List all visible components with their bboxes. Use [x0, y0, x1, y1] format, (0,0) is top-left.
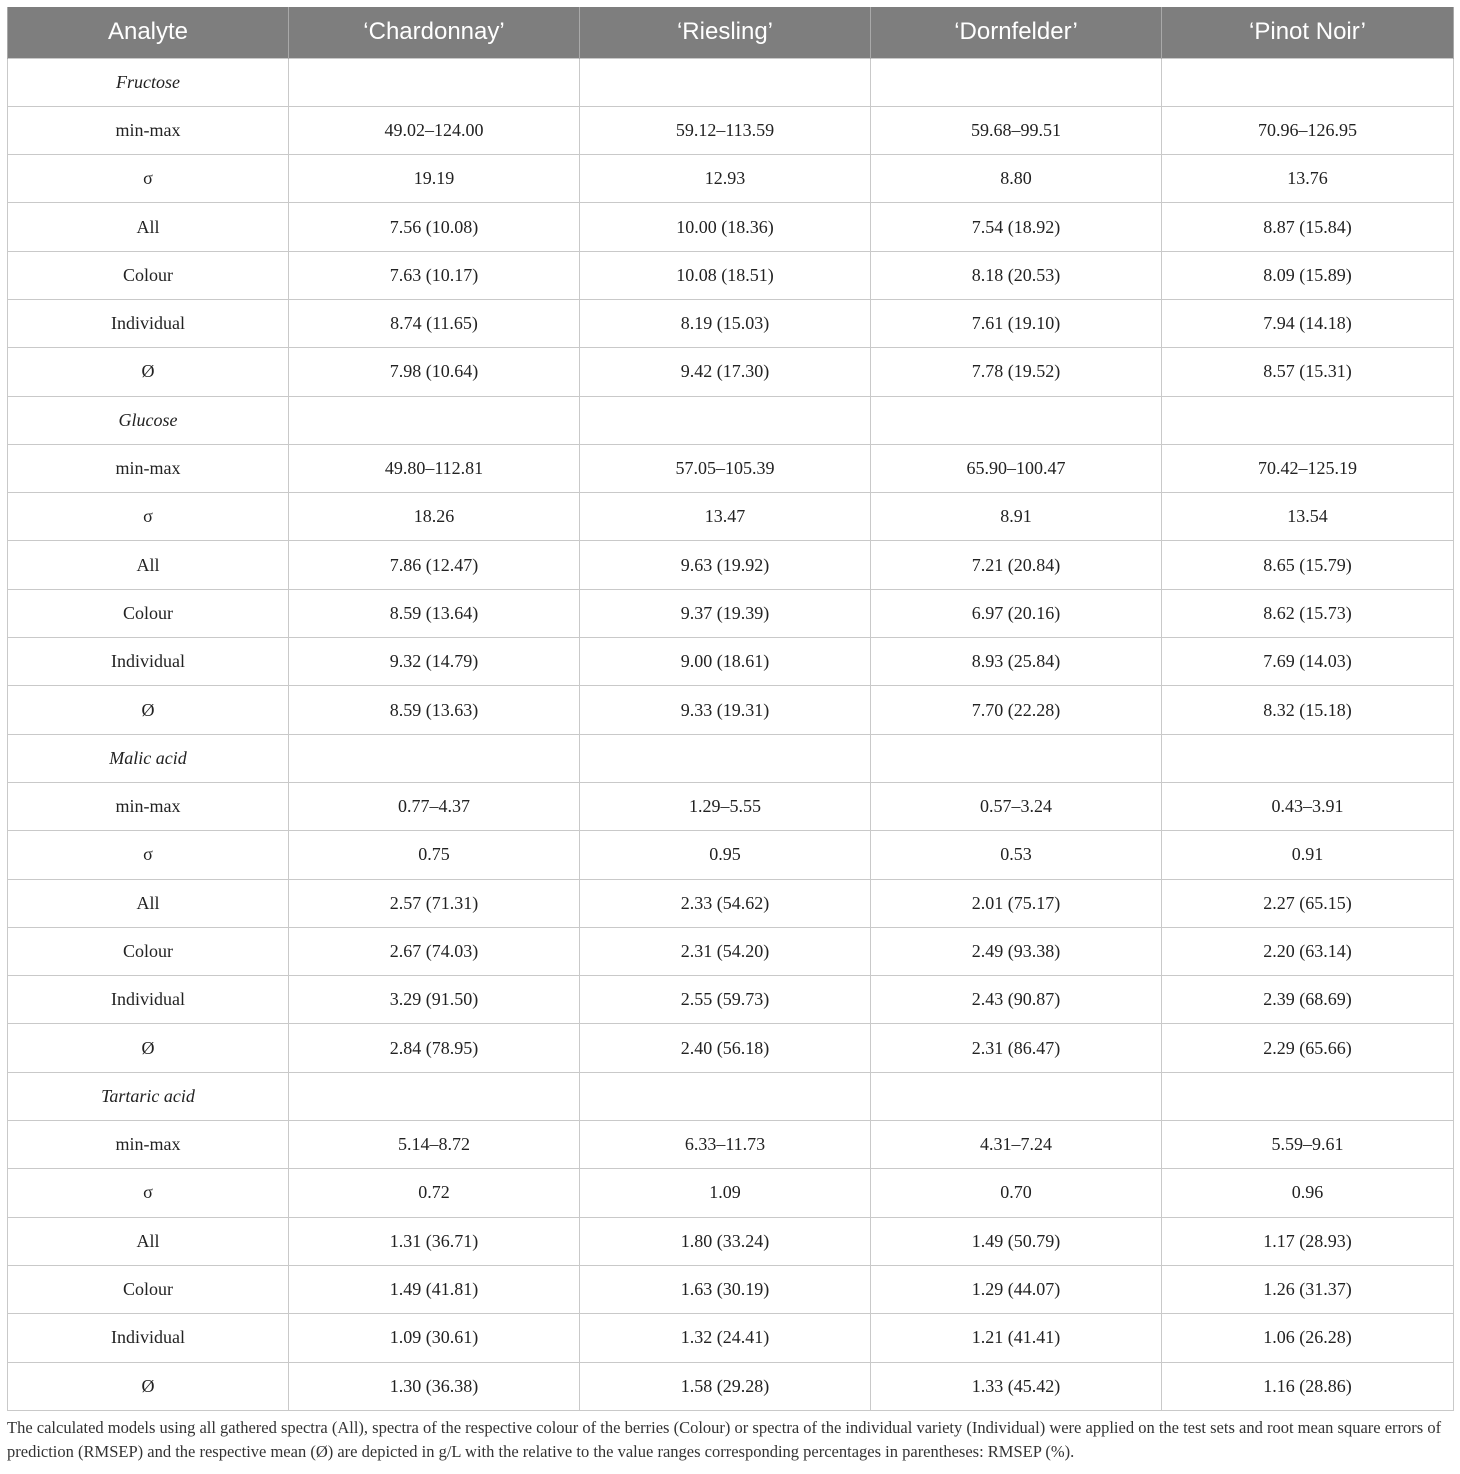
table-cell: 1.33 (45.42) [871, 1362, 1162, 1410]
table-cell: 7.86 (12.47) [289, 541, 580, 589]
row-label: min-max [8, 444, 289, 492]
table-cell: 1.30 (36.38) [289, 1362, 580, 1410]
table-cell: 0.57–3.24 [871, 782, 1162, 830]
row-label: min-max [8, 1121, 289, 1169]
table-cell: 1.09 (30.61) [289, 1314, 580, 1362]
table-cell: 2.84 (78.95) [289, 1024, 580, 1072]
section-label: Fructose [8, 58, 289, 106]
empty-cell [289, 1072, 580, 1120]
table-row [8, 299, 1454, 347]
table-caption: The calculated models using all gathered spectra (All), spectra of the respective colour of the berries (Colour) or spectra of the individual variety (Individual) were applied on the test sets and root mean square errors of prediction (RMSEP) and the respective mean (Ø) are depicted in g/L with the relative to the value ranges corresponding percentages in parentheses: RMSEP (%). [7, 1418, 1442, 1461]
empty-cell [871, 396, 1162, 444]
empty-cell [1162, 58, 1454, 106]
table-cell: 2.55 (59.73) [580, 976, 871, 1024]
table-cell: 0.53 [871, 831, 1162, 879]
table-cell: 7.78 (19.52) [871, 348, 1162, 396]
table-row [8, 927, 1454, 975]
table-cell: 8.80 [871, 155, 1162, 203]
table-cell: 18.26 [289, 493, 580, 541]
table-row [8, 879, 1454, 927]
table-row [8, 444, 1454, 492]
table-cell: 8.65 (15.79) [1162, 541, 1454, 589]
section-row [8, 1072, 1454, 1120]
table-row [8, 1265, 1454, 1313]
table-cell: 0.72 [289, 1169, 580, 1217]
table-row [8, 541, 1454, 589]
table-cell: 8.74 (11.65) [289, 299, 580, 347]
table-cell: 12.93 [580, 155, 871, 203]
table-cell: 8.19 (15.03) [580, 299, 871, 347]
header-chardonnay: ‘Chardonnay’ [289, 7, 580, 58]
empty-cell [580, 396, 871, 444]
row-label: Individual [8, 299, 289, 347]
table-cell: 1.26 (31.37) [1162, 1265, 1454, 1313]
table-row [8, 1217, 1454, 1265]
table-row [8, 1314, 1454, 1362]
table-cell: 6.97 (20.16) [871, 589, 1162, 637]
table-cell: 1.16 (28.86) [1162, 1362, 1454, 1410]
header-row [8, 7, 1454, 58]
row-label: All [8, 203, 289, 251]
row-label: Colour [8, 927, 289, 975]
table-cell: 19.19 [289, 155, 580, 203]
table-cell: 1.06 (26.28) [1162, 1314, 1454, 1362]
empty-cell [289, 734, 580, 782]
row-label: σ [8, 1169, 289, 1217]
table-cell: 2.49 (93.38) [871, 927, 1162, 975]
table-cell: 2.67 (74.03) [289, 927, 580, 975]
header-dornfelder: ‘Dornfelder’ [871, 7, 1162, 58]
header-riesling: ‘Riesling’ [580, 7, 871, 58]
row-label: σ [8, 493, 289, 541]
table-cell: 2.20 (63.14) [1162, 927, 1454, 975]
table-cell: 2.43 (90.87) [871, 976, 1162, 1024]
table-row [8, 831, 1454, 879]
table-cell: 1.49 (41.81) [289, 1265, 580, 1313]
table-row [8, 638, 1454, 686]
table-cell: 8.87 (15.84) [1162, 203, 1454, 251]
table-cell: 4.31–7.24 [871, 1121, 1162, 1169]
table-header [8, 7, 1454, 58]
table-row [8, 686, 1454, 734]
empty-cell [1162, 1072, 1454, 1120]
table-cell: 70.42–125.19 [1162, 444, 1454, 492]
table-cell: 8.18 (20.53) [871, 251, 1162, 299]
row-label: σ [8, 831, 289, 879]
table-cell: 0.75 [289, 831, 580, 879]
table-cell: 9.37 (19.39) [580, 589, 871, 637]
row-label: Individual [8, 976, 289, 1024]
row-label: Colour [8, 589, 289, 637]
table-cell: 1.17 (28.93) [1162, 1217, 1454, 1265]
table-cell: 8.59 (13.63) [289, 686, 580, 734]
table-row [8, 1121, 1454, 1169]
row-label: Ø [8, 686, 289, 734]
table-cell: 8.59 (13.64) [289, 589, 580, 637]
empty-cell [871, 58, 1162, 106]
results-table [7, 7, 1454, 1411]
table-cell: 2.31 (86.47) [871, 1024, 1162, 1072]
table-cell: 5.14–8.72 [289, 1121, 580, 1169]
empty-cell [1162, 396, 1454, 444]
table-cell: 7.98 (10.64) [289, 348, 580, 396]
header-analyte: Analyte [8, 7, 289, 58]
table-cell: 1.31 (36.71) [289, 1217, 580, 1265]
section-row [8, 396, 1454, 444]
table-cell: 2.40 (56.18) [580, 1024, 871, 1072]
results-table-container [7, 7, 1453, 1411]
row-label: Colour [8, 251, 289, 299]
empty-cell [580, 58, 871, 106]
table-cell: 0.70 [871, 1169, 1162, 1217]
table-cell: 7.70 (22.28) [871, 686, 1162, 734]
table-cell: 7.63 (10.17) [289, 251, 580, 299]
table-cell: 49.80–112.81 [289, 444, 580, 492]
empty-cell [289, 58, 580, 106]
row-label: min-max [8, 782, 289, 830]
table-cell: 13.47 [580, 493, 871, 541]
table-cell: 1.29–5.55 [580, 782, 871, 830]
row-label: Individual [8, 1314, 289, 1362]
section-label: Tartaric acid [8, 1072, 289, 1120]
table-cell: 49.02–124.00 [289, 106, 580, 154]
table-cell: 10.08 (18.51) [580, 251, 871, 299]
table-cell: 65.90–100.47 [871, 444, 1162, 492]
table-cell: 1.21 (41.41) [871, 1314, 1162, 1362]
table-cell: 5.59–9.61 [1162, 1121, 1454, 1169]
section-label: Malic acid [8, 734, 289, 782]
table-cell: 1.32 (24.41) [580, 1314, 871, 1362]
table-cell: 1.49 (50.79) [871, 1217, 1162, 1265]
table-cell: 0.43–3.91 [1162, 782, 1454, 830]
table-row [8, 1024, 1454, 1072]
table-row [8, 493, 1454, 541]
table-cell: 8.93 (25.84) [871, 638, 1162, 686]
table-cell: 2.31 (54.20) [580, 927, 871, 975]
section-label: Glucose [8, 396, 289, 444]
row-label: All [8, 1217, 289, 1265]
empty-cell [871, 734, 1162, 782]
row-label: Ø [8, 1362, 289, 1410]
table-cell: 8.62 (15.73) [1162, 589, 1454, 637]
table-row [8, 976, 1454, 1024]
empty-cell [871, 1072, 1162, 1120]
table-row [8, 155, 1454, 203]
row-label: Colour [8, 1265, 289, 1313]
table-cell: 0.96 [1162, 1169, 1454, 1217]
row-label: All [8, 879, 289, 927]
table-cell: 2.29 (65.66) [1162, 1024, 1454, 1072]
table-cell: 7.56 (10.08) [289, 203, 580, 251]
table-cell: 7.54 (18.92) [871, 203, 1162, 251]
table-row [8, 1362, 1454, 1410]
table-cell: 70.96–126.95 [1162, 106, 1454, 154]
header-pinot-noir: ‘Pinot Noir’ [1162, 7, 1454, 58]
row-label: All [8, 541, 289, 589]
table-cell: 9.42 (17.30) [580, 348, 871, 396]
table-cell: 0.77–4.37 [289, 782, 580, 830]
table-cell: 9.63 (19.92) [580, 541, 871, 589]
empty-cell [580, 734, 871, 782]
table-cell: 59.12–113.59 [580, 106, 871, 154]
table-cell: 1.80 (33.24) [580, 1217, 871, 1265]
table-cell: 2.57 (71.31) [289, 879, 580, 927]
empty-cell [1162, 734, 1454, 782]
section-row [8, 734, 1454, 782]
section-row [8, 58, 1454, 106]
table-row [8, 106, 1454, 154]
table-row [8, 203, 1454, 251]
row-label: Individual [8, 638, 289, 686]
table-cell: 7.61 (19.10) [871, 299, 1162, 347]
table-cell: 2.01 (75.17) [871, 879, 1162, 927]
table-cell: 2.33 (54.62) [580, 879, 871, 927]
row-label: min-max [8, 106, 289, 154]
table-cell: 7.21 (20.84) [871, 541, 1162, 589]
table-cell: 8.91 [871, 493, 1162, 541]
empty-cell [580, 1072, 871, 1120]
table-row [8, 782, 1454, 830]
table-cell: 2.39 (68.69) [1162, 976, 1454, 1024]
table-cell: 2.27 (65.15) [1162, 879, 1454, 927]
table-cell: 13.76 [1162, 155, 1454, 203]
table-cell: 3.29 (91.50) [289, 976, 580, 1024]
table-cell: 59.68–99.51 [871, 106, 1162, 154]
table-cell: 1.58 (29.28) [580, 1362, 871, 1410]
table-cell: 0.91 [1162, 831, 1454, 879]
table-cell: 8.32 (15.18) [1162, 686, 1454, 734]
row-label: Ø [8, 1024, 289, 1072]
empty-cell [289, 396, 580, 444]
table-cell: 6.33–11.73 [580, 1121, 871, 1169]
table-row [8, 589, 1454, 637]
table-cell: 1.29 (44.07) [871, 1265, 1162, 1313]
table-row [8, 251, 1454, 299]
table-cell: 0.95 [580, 831, 871, 879]
table-cell: 8.09 (15.89) [1162, 251, 1454, 299]
table-body [8, 58, 1454, 1410]
table-row [8, 1169, 1454, 1217]
table-cell: 9.33 (19.31) [580, 686, 871, 734]
table-cell: 9.00 (18.61) [580, 638, 871, 686]
table-cell: 10.00 (18.36) [580, 203, 871, 251]
table-cell: 1.09 [580, 1169, 871, 1217]
table-cell: 7.94 (14.18) [1162, 299, 1454, 347]
table-cell: 13.54 [1162, 493, 1454, 541]
row-label: Ø [8, 348, 289, 396]
table-cell: 57.05–105.39 [580, 444, 871, 492]
table-cell: 9.32 (14.79) [289, 638, 580, 686]
table-row [8, 348, 1454, 396]
row-label: σ [8, 155, 289, 203]
table-cell: 1.63 (30.19) [580, 1265, 871, 1313]
table-cell: 8.57 (15.31) [1162, 348, 1454, 396]
table-cell: 7.69 (14.03) [1162, 638, 1454, 686]
